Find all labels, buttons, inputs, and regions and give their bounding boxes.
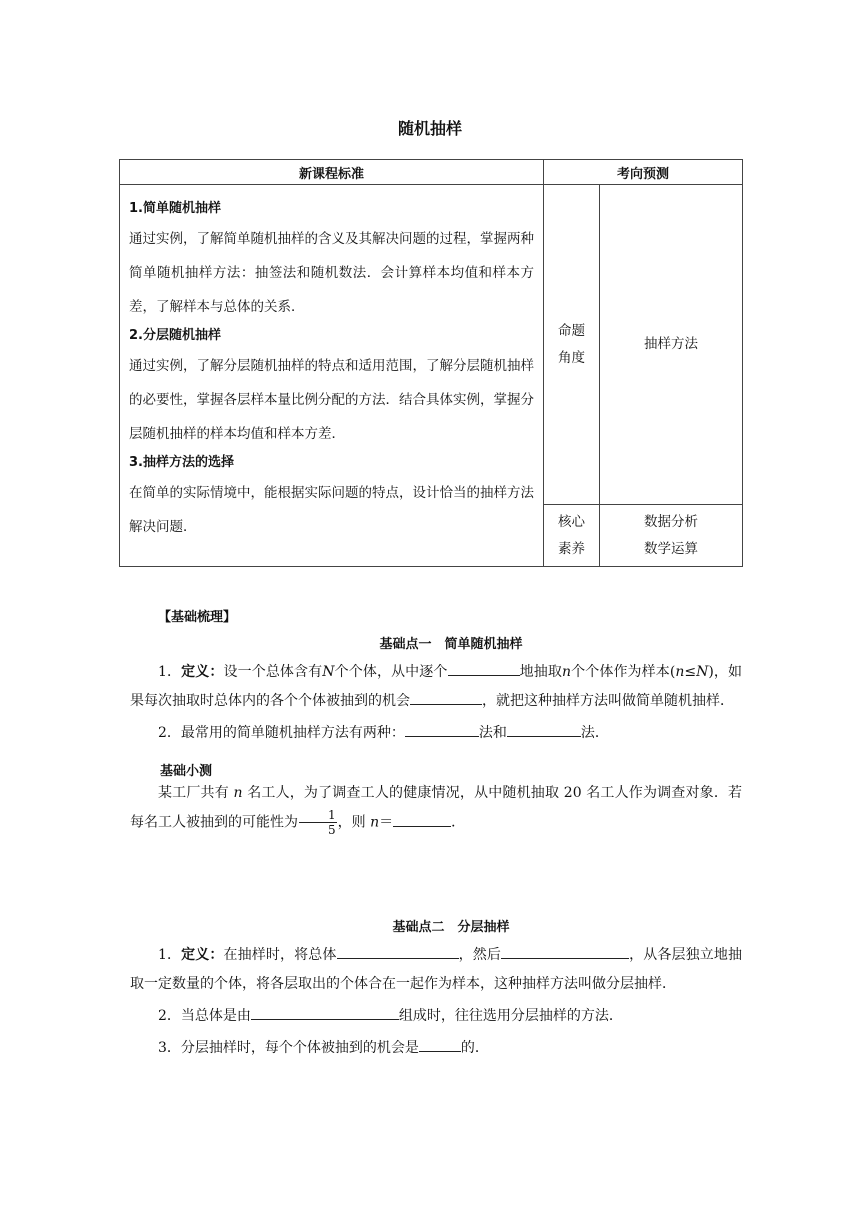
answer-blank[interactable] [507,722,581,737]
section-heading: 3.抽样方法的选择 [129,455,234,470]
answer-blank[interactable] [419,1037,461,1052]
fraction: $\frac{1}{5}$ [299,808,337,837]
section-body: 在简单的实际情境中，能根据实际问题的特点，设计恰当的抽样方法解决问题． [129,485,534,535]
core-literacy-value: 数据分析 数学运算 [600,505,743,567]
header-exam-forecast: 考向预测 [544,160,743,185]
question-angle-value: 抽样方法 [600,185,743,505]
answer-blank[interactable] [501,944,629,959]
standards-cell [120,185,544,567]
section-body: 通过实例，了解分层随机抽样的特点和适用范围，了解分层随机抽样的必要性，掌握各层样本量比例分配的方法．结合具体实例，掌握分层随机抽样的样本均值和样本方差． [129,358,534,442]
point2-item1: 1．定义：在抽样时，将总体 ，然后 ，从各层独立地抽取一定数量的个体，将各层取出的个体合在一起作为样本，这种抽样方法叫做分层抽样． [130,941,742,999]
quiz-heading: 基础小测 [160,764,213,779]
page-title: 随机抽样 [397,119,462,138]
section-heading: 2.分层随机抽样 [129,328,221,343]
answer-blank[interactable] [448,661,520,676]
point2-item3: 3．分层抽样时，每个个体被抽到的机会是 的． [130,1034,742,1063]
point1-section [130,633,742,838]
quiz-question: 某工厂共有 n 名工人，为了调查工人的健康情况，从中随机抽取 20 名工人作为调查对象．若每名工人被抽到的可能性为 $\frac{1}{5}$ ，则 n＝ ． [130,785,743,837]
answer-blank[interactable] [410,690,482,705]
question-angle-label: 命题 角度 [544,185,600,505]
point1-title: 基础点一 简单随机抽样 [379,637,523,652]
answer-blank[interactable] [337,944,459,959]
answer-blank[interactable] [393,812,451,827]
point1-item2: 2．最常用的简单随机抽样方法有两种： 法和 法． [130,719,742,748]
answer-blank[interactable] [405,722,479,737]
review-heading: 【基础梳理】 [158,610,237,625]
point1-item1: 1．定义：设一个总体含有N个个体，从中逐个 地抽取n个个体作为样本(n≤N)，如果每次抽取时总体内的各个个体被抽到的机会 ，就把这种抽样方法叫做简单随机抽样． [130,658,742,716]
answer-blank[interactable] [251,1005,399,1020]
point2-section [130,916,742,1063]
curriculum-table [119,159,743,567]
header-curriculum-standard: 新课程标准 [120,160,544,185]
point2-title: 基础点二 分层抽样 [392,920,510,935]
point2-item2: 2．当总体是由 组成时，往往选用分层抽样的方法． [130,1002,742,1031]
core-literacy-label: 核心 素养 [544,505,600,567]
section-heading: 1.简单随机抽样 [129,201,221,216]
section-body: 通过实例，了解简单随机抽样的含义及其解决问题的过程，掌握两种简单随机抽样方法：抽签法和随机数法．会计算样本均值和样本方差，了解样本与总体的关系． [129,231,534,315]
